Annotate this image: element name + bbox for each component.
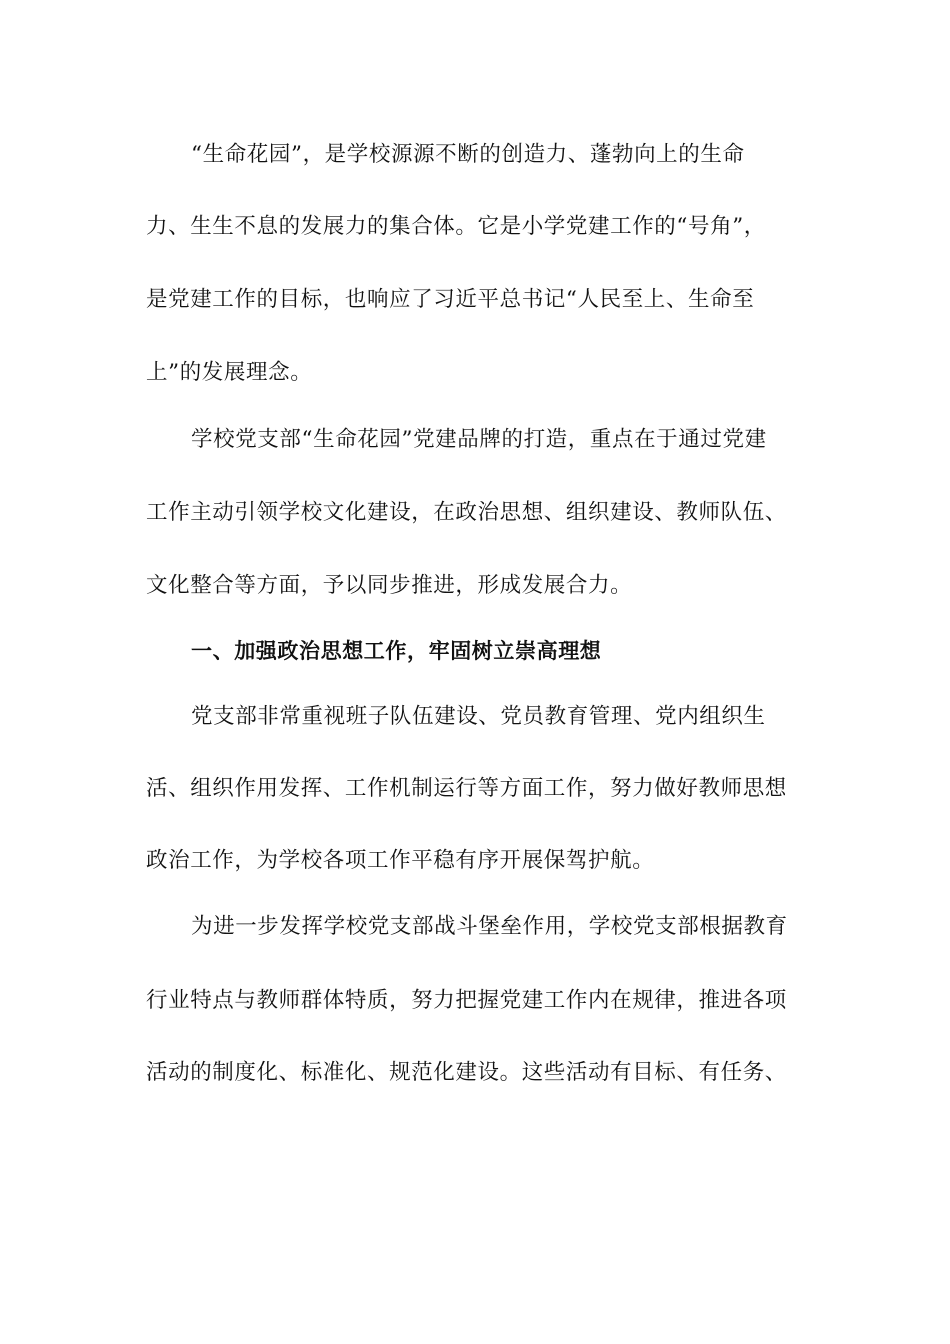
paragraph-line: 力、生生不息的发展力的集合体。它是小学党建工作的“号角”， [146,214,766,239]
paragraph-line: 行业特点与教师群体特质，努力把握党建工作内在规律，推进各项 [146,988,787,1013]
paragraph-line: 上”的发展理念。 [146,360,313,385]
paragraph-line: 学校党支部“生命花园”党建品牌的打造，重点在于通过党建 [191,427,767,452]
paragraph-line: 为进一步发挥学校党支部战斗堡垒作用，学校党支部根据教育 [191,914,788,939]
paragraph-line: 活、组织作用发挥、工作机制运行等方面工作，努力做好教师思想 [146,776,787,801]
paragraph-line: 工作主动引领学校文化建设，在政治思想、组织建设、教师队伍、 [146,500,787,525]
paragraph-line: “生命花园”，是学校源源不断的创造力、蓬勃向上的生命 [191,142,745,167]
paragraph-line: 文化整合等方面，予以同步推进，形成发展合力。 [146,573,633,598]
paragraph-line: 活动的制度化、标准化、规范化建设。这些活动有目标、有任务、 [146,1060,787,1085]
paragraph-line: 党支部非常重视班子队伍建设、党员教育管理、党内组织生 [191,704,766,729]
paragraph-line: 政治工作，为学校各项工作平稳有序开展保驾护航。 [146,848,655,873]
paragraph-line: 是党建工作的目标，也响应了习近平总书记“人民至上、生命至 [146,287,755,312]
section-heading: 一、加强政治思想工作，牢固树立崇高理想 [191,639,602,663]
